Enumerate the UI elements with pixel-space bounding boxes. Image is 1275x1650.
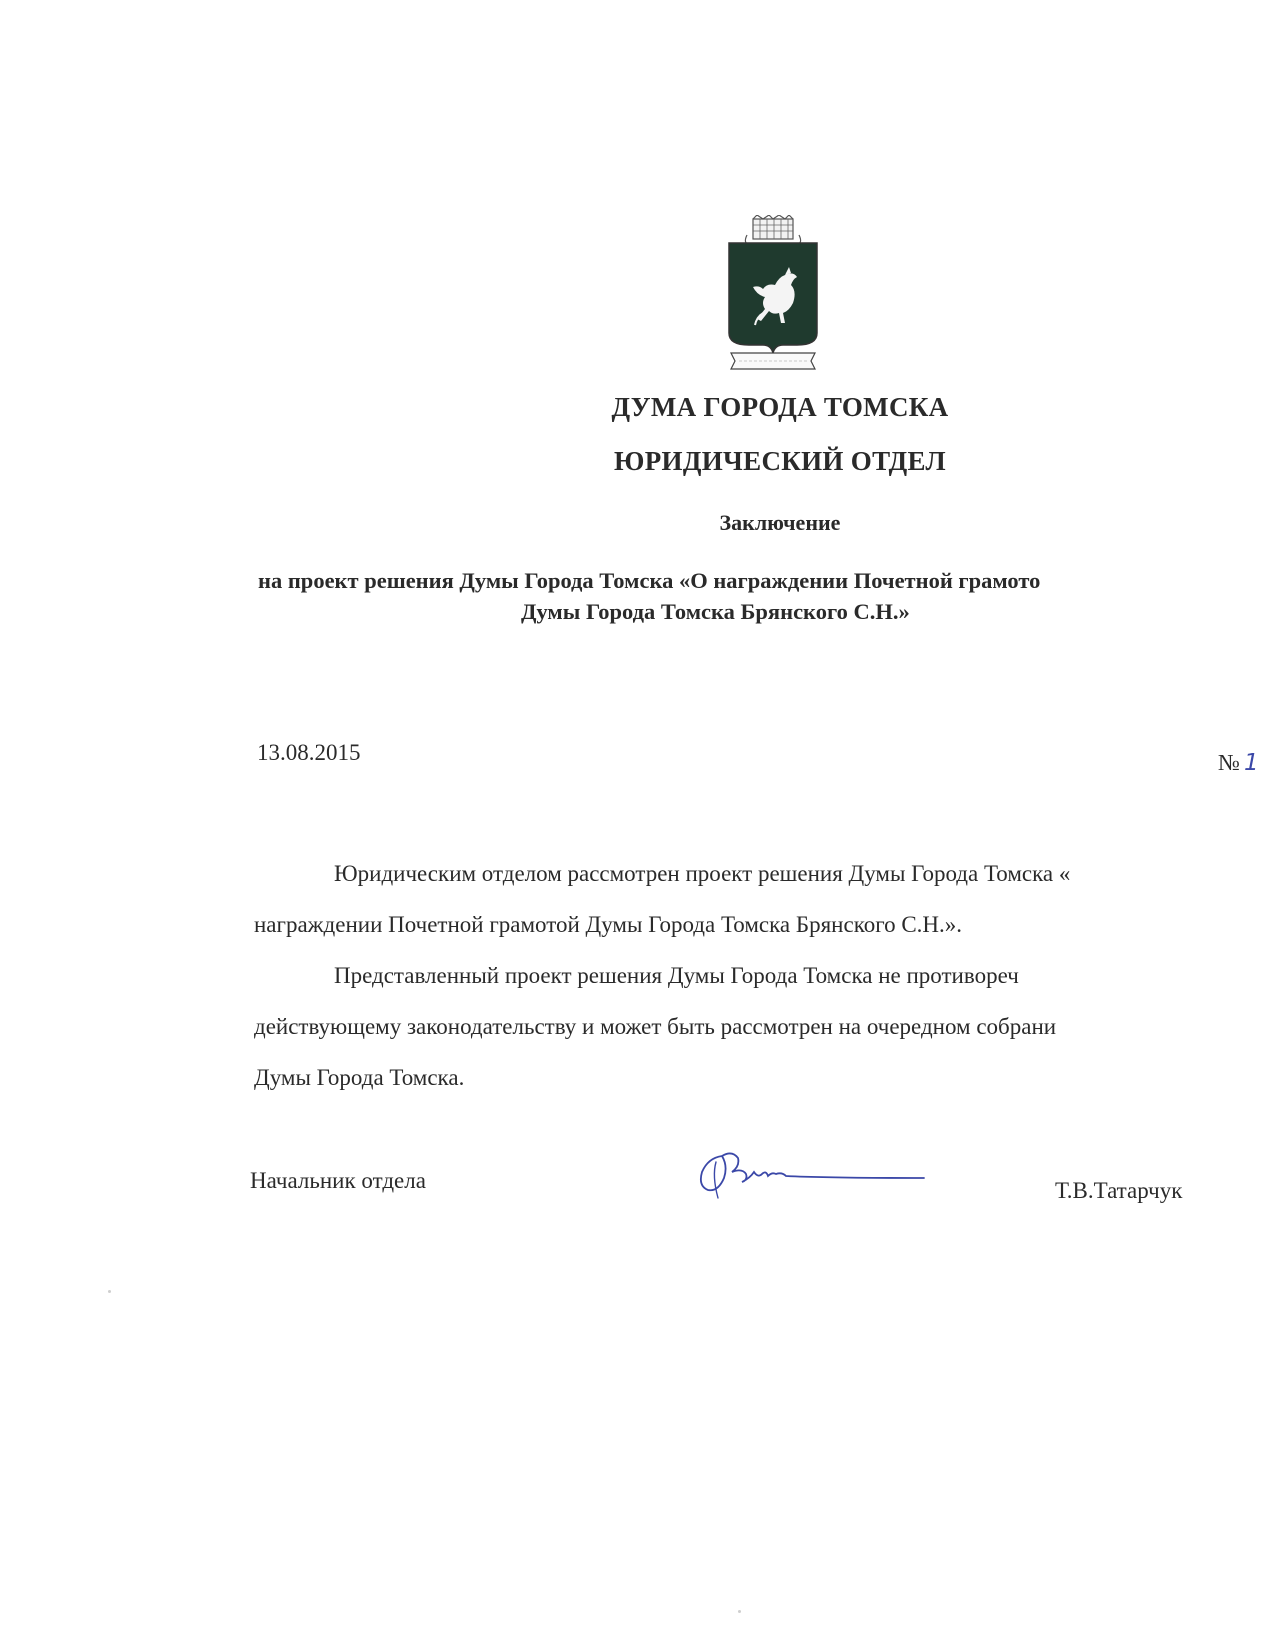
paragraph-2-line-3: Думы Города Томска. (254, 1065, 465, 1090)
handwritten-signature (688, 1138, 928, 1208)
subject-line-2: Думы Города Томска Брянского С.Н.» (521, 599, 910, 624)
scan-speck (738, 1610, 741, 1613)
document-number (1218, 750, 1259, 776)
document-body (254, 848, 1275, 1103)
crown-icon (745, 215, 800, 245)
department-name: ЮРИДИЧЕСКИЙ ОТДЕЛ (614, 446, 946, 476)
tomsk-coat-of-arms-icon (727, 215, 819, 373)
paragraph-1-line-2: награждении Почетной грамотой Думы Города Томска Брянского С.Н.». (254, 912, 963, 937)
document-date: 13.08.2015 (257, 740, 361, 765)
organization-name: ДУМА ГОРОДА ТОМСКА (611, 392, 949, 422)
subject-line-1: на проект решения Думы Города Томска «О награждении Почетной грамото (258, 568, 1041, 593)
number-label: № (1218, 750, 1240, 775)
scan-speck (108, 1290, 111, 1293)
paragraph-2-line-1: Представленный проект решения Думы Города Томска не противореч (334, 963, 1019, 988)
signatory-name: Т.В.Татарчук (1055, 1178, 1183, 1203)
signatory-role: Начальник отдела (250, 1168, 426, 1193)
number-value: 1 (1243, 750, 1259, 776)
paragraph-1-line-1: Юридическим отделом рассмотрен проект решения Думы Города Томска « (334, 861, 1071, 886)
document-kind: Заключение (719, 510, 841, 535)
paragraph-2-line-2: действующему законодательству и может быть рассмотрен на очередном собрани (254, 1014, 1057, 1039)
ribbon-icon (731, 353, 815, 369)
document-subject (258, 565, 1275, 627)
